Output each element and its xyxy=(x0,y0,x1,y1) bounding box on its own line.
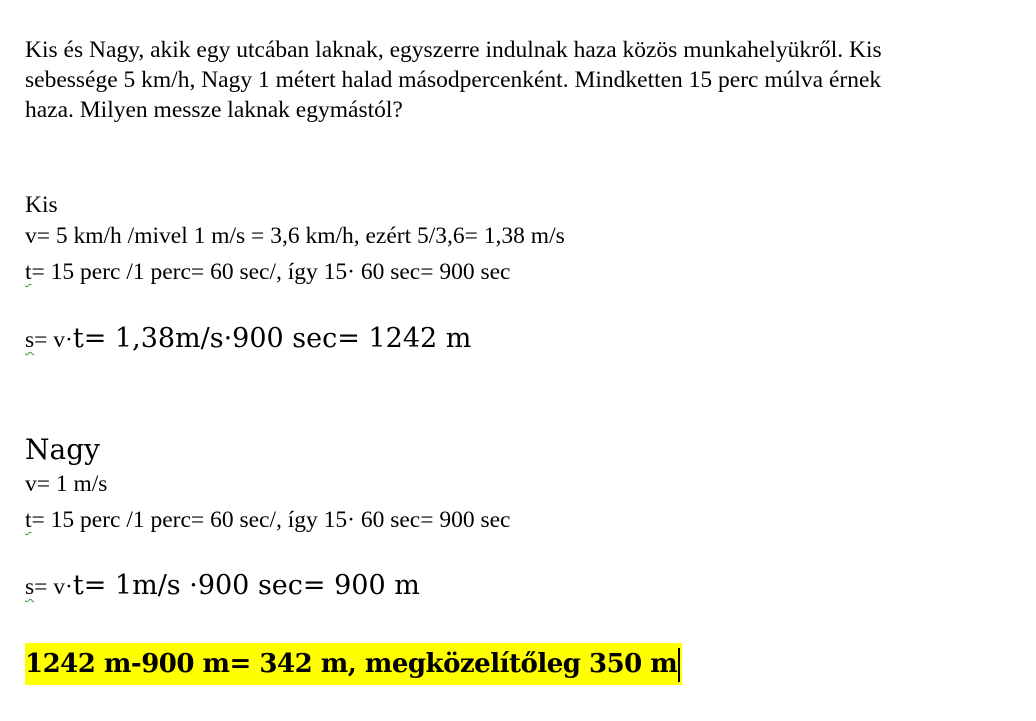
nagy-time-var: t xyxy=(25,507,32,533)
nagy-distance-formula: t= 1m/s ·900 sec= 900 m xyxy=(72,570,420,601)
problem-line-3: haza. Milyen messze laknak egymástól? xyxy=(25,97,403,123)
nagy-velocity-line: v= 1 m/s xyxy=(25,471,108,497)
kis-velocity-line: v= 5 km/h /mivel 1 m/s = 3,6 km/h, ezért 5/3,6= 1,38 m/s xyxy=(25,223,565,249)
result-text: 1242 m-900 m= 342 m, megközelítőleg 350 m xyxy=(25,649,678,679)
nagy-time-rest: = 15 perc /1 perc= 60 sec/, így 15· 60 sec= 900 sec xyxy=(31,507,511,533)
kis-distance-formula: t= 1,38m/s·900 sec= 1242 m xyxy=(72,323,472,354)
nagy-time-line xyxy=(25,507,510,534)
result-highlight xyxy=(25,643,682,685)
kis-distance-line xyxy=(25,323,471,354)
kis-time-rest: = 15 perc /1 perc= 60 sec/, így 15· 60 sec= 900 sec xyxy=(31,259,511,285)
kis-heading: Kis xyxy=(25,192,58,218)
problem-statement xyxy=(25,35,1030,125)
kis-distance-var: s xyxy=(25,327,35,353)
nagy-distance-mid: = v· xyxy=(34,574,73,600)
nagy-distance-line xyxy=(25,570,420,601)
problem-line-1: Kis és Nagy, akik egy utcában laknak, egyszerre indulnak haza közös munkahelyükről. Kis xyxy=(25,37,882,63)
kis-distance-mid: = v· xyxy=(34,327,73,353)
nagy-distance-var: s xyxy=(25,574,35,600)
kis-time-var: t xyxy=(25,259,32,285)
problem-line-2: sebessége 5 km/h, Nagy 1 métert halad másodpercenként. Mindketten 15 perc múlva érnek xyxy=(25,67,882,93)
kis-time-line xyxy=(25,259,510,286)
nagy-heading: Nagy xyxy=(25,433,100,466)
text-cursor[interactable] xyxy=(678,648,680,682)
